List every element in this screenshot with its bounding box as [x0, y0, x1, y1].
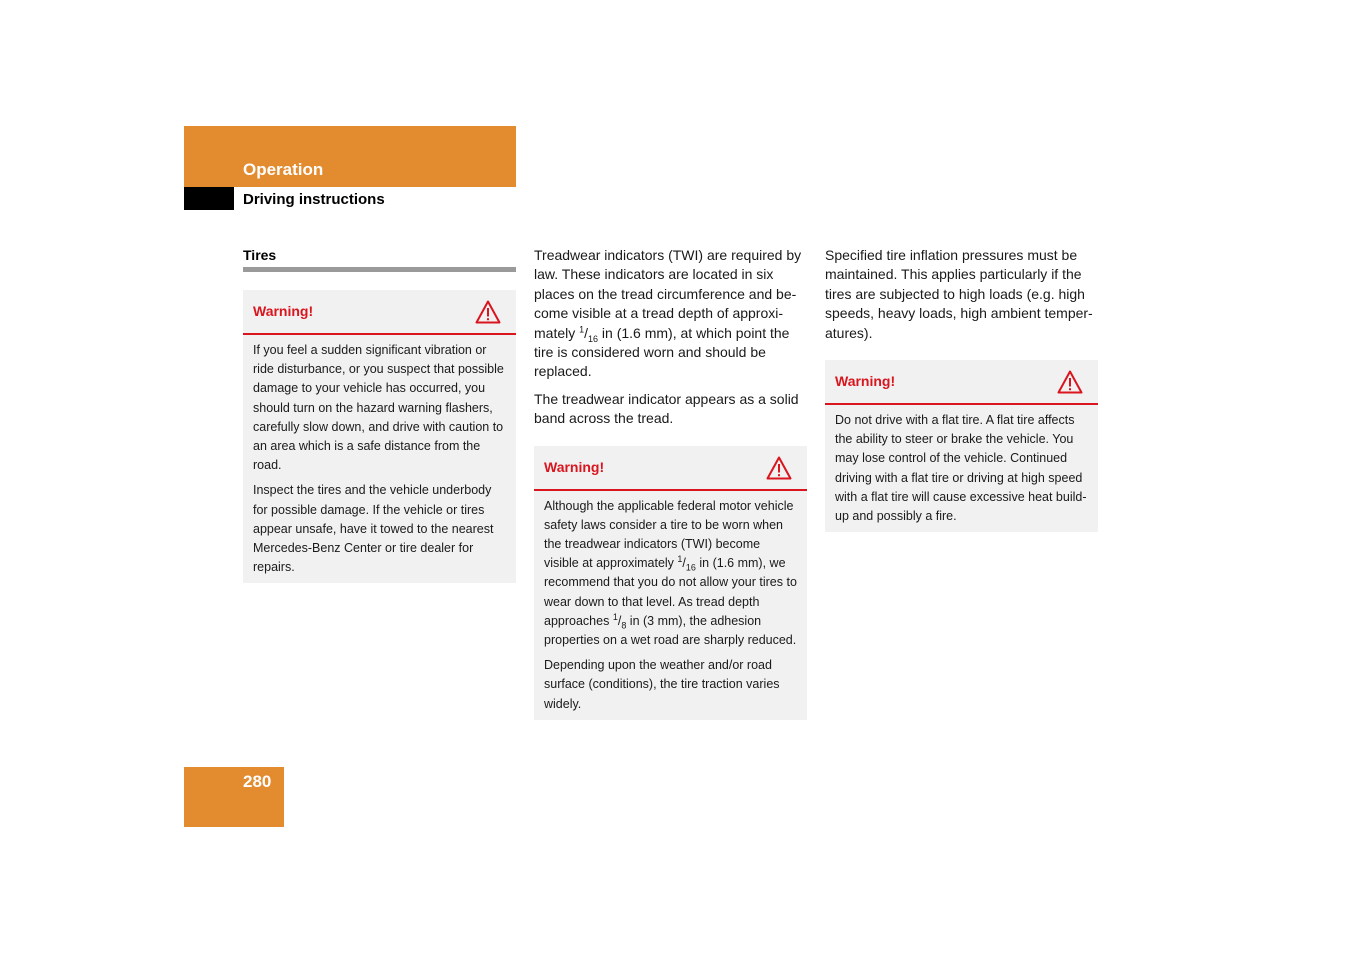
- warning-paragraph: Depending upon the weather and/or road surface (conditions), the tire traction varies widely.: [544, 658, 780, 711]
- warning-body: [825, 405, 1098, 532]
- text-run: Although the applicable federal motor vehicle safety laws consider a tire to be worn when the treadwear indicators (TWI) become visible at approximately: [544, 498, 794, 571]
- section-tab-marker: [184, 187, 234, 210]
- text-run: Treadwear indicators (TWI) are required by law. These indicators are located in six places on the tread circumference and become visible at a tread depth of approximately: [534, 247, 802, 341]
- warning-paragraph: Inspect the tires and the vehicle underbody for possible damage. If the vehicle or tires appear unsafe, have it towed to the nearest Mercedes-Benz Center or tire dealer for repairs.: [253, 483, 494, 575]
- inflation-paragraph: Specified tire inflation pressures must be maintained. This applies particularly if the tires are subjected to high loads (e.g. high speeds, heavy loads, high ambient temperatures).: [825, 247, 1093, 341]
- section-title: Operation: [243, 160, 324, 179]
- warning-body: [243, 335, 516, 583]
- warning-paragraph: If you feel a sudden significant vibration or ride disturbance, or you suspect that possible damage to your vehicle has occurred, you should turn on the hazard warning flashers, carefully slow down, and drive with caution to an area which is a safe distance from the road.: [253, 343, 504, 473]
- warning-title: Warning!: [835, 373, 896, 390]
- warning-header: [534, 446, 807, 491]
- warning-triangle-icon: [1057, 370, 1083, 394]
- fraction-denominator: 16: [588, 333, 599, 344]
- warning-paragraph: [544, 497, 797, 651]
- warning-box: [534, 446, 807, 720]
- warning-header: [825, 360, 1098, 405]
- column-1: [243, 246, 516, 583]
- warning-paragraph: Do not drive with a flat tire. A flat tire affects the ability to steer or brake the vehicle. You may lose control of the vehicle. Continued driving with a flat tire or driving at high speed with a flat tire will cause excessive heat build-up and possibly a fire.: [835, 413, 1087, 524]
- warning-triangle-icon: [766, 456, 792, 480]
- twi-band-paragraph: The treadwear indicator appears as a solid band across the tread.: [534, 390, 799, 427]
- fraction-slash: /: [584, 324, 589, 341]
- text-run: in (1.6 mm), we recommend that you do not allow your tires to wear down to that level. As tread depth approaches: [544, 556, 797, 628]
- column-3: [825, 246, 1098, 532]
- page-number: 280: [243, 772, 272, 791]
- warning-triangle-icon: [475, 300, 501, 324]
- warning-box: [243, 290, 516, 583]
- header-band: [184, 126, 516, 187]
- fraction-numerator: 1: [579, 323, 585, 334]
- warning-header: [243, 290, 516, 335]
- column-2: [534, 246, 807, 720]
- warning-body: [534, 491, 807, 720]
- twi-paragraph: [534, 246, 807, 382]
- warning-box: [825, 360, 1098, 532]
- subsection-title: Driving instructions: [243, 191, 385, 208]
- tires-heading: Tires: [243, 247, 516, 272]
- text-run: in (1.6 mm), at which point the tire is considered worn and should be replaced.: [534, 324, 790, 380]
- fraction-slash: /: [617, 613, 622, 628]
- fraction-slash: /: [682, 556, 686, 571]
- fraction-denominator: 8: [621, 620, 627, 631]
- fraction-numerator: 1: [612, 611, 618, 622]
- fraction-denominator: 16: [685, 562, 696, 573]
- fraction-numerator: 1: [677, 554, 683, 565]
- warning-title: Warning!: [253, 303, 314, 319]
- text-run: in (3 mm), the adhesion properties on a wet road are sharply reduced.: [544, 613, 797, 648]
- warning-title: Warning!: [544, 458, 605, 475]
